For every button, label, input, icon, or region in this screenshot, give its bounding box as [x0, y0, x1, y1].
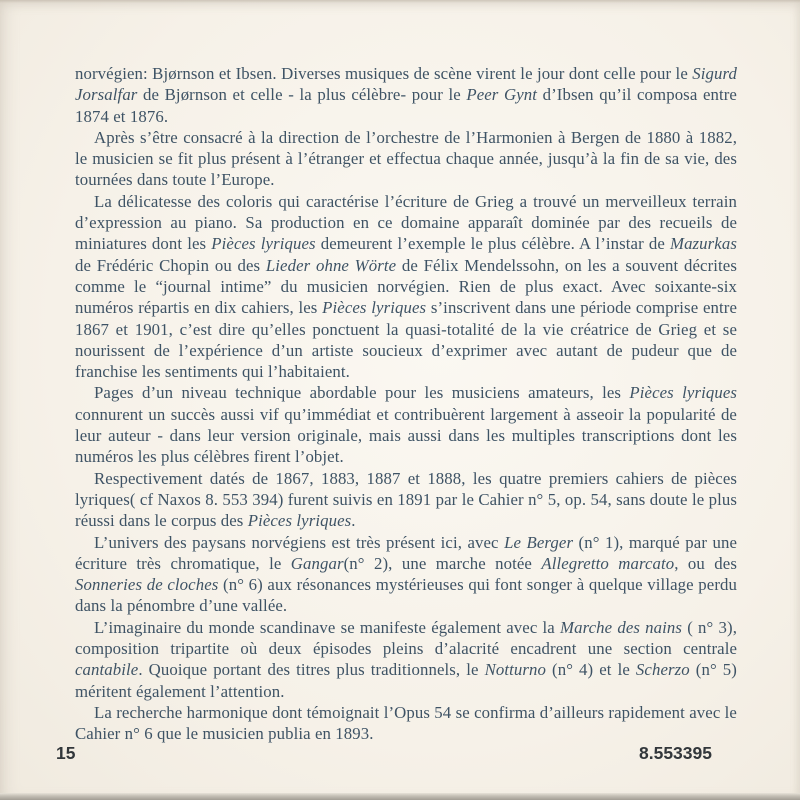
scan-edge-bottom [0, 793, 800, 800]
paragraph: L’univers des paysans norvégiens est très présent ici, avec Le Berger (n° 1), marqué par une écriture très chromatique, le Gangar(n° 2), une marche notée Allegretto marcato, ou des Sonneries de cloches (n° 6) aux résonances mystérieuses qui font songer à quelque village perdu dans la pénombre d’une vallée. [75, 532, 737, 616]
paragraph: Pages d’un niveau technique abordable pour les musiciens amateurs, les Pièces lyriques connurent un succès aussi vif qu’immédiat et contribuèrent largement à asseoir la popularité de leur auteur - dans leur version originale, mais aussi dans les multiples transcriptions dont les numéros les plus célèbres firent l’objet. [75, 383, 737, 467]
paragraph: norvégien: Bjørnson et Ibsen. Diverses musiques de scène virent le jour dont celle pour le Sigurd Jorsalfar de Bjørnson et celle - la plus célèbre- pour le Peer Gynt d’Ibsen qu’il composa entre 1874 et 1876. [75, 64, 737, 126]
scan-edge-top [0, 0, 800, 3]
paragraph: L’imaginaire du monde scandinave se manifeste également avec la Marche des nains ( n° 3), composition tripartite où deux épisodes pleins d’alacrité encadrent une section centrale cantabile. Quoique portant des titres plus traditionnels, le Notturno (n° 4) et le Scherzo (n° 5) méritent également l’attention. [75, 617, 737, 701]
paragraph: La délicatesse des coloris qui caractérise l’écriture de Grieg a trouvé un merveilleux terrain d’expression au piano. Sa production en ce domaine apparaît dominée par des recueils de miniatures dont les Pièces lyriques demeurent l’exemple le plus célèbre. A l’instar de Mazurkas de Frédéric Chopin ou des Lieder ohne Wörte de Félix Mendelssohn, on les a souvent décrites comme le “journal intime” du musicien norvégien. Rien de plus exact. Avec soixante-six numéros répartis en dix cahiers, les Pièces lyriques s’inscrivent dans une période comprise entre 1867 et 1901, c’est dire qu’elles ponctuent la quasi-totalité de la vie créatrice de Grieg et se nourissent de l’expérience d’un artiste soucieux d’exprimer avec autant de pudeur que de franchise les sentiments qui l’habitaient. [75, 191, 737, 382]
page-number: 15 [56, 743, 76, 763]
body-text [75, 63, 737, 745]
catalog-number: 8.553395 [639, 743, 712, 763]
footer [56, 743, 712, 764]
paragraph: Après s’être consacré à la direction de l’orchestre de l’Harmonien à Bergen de 1880 à 1882, le musicien se fit plus présent à l’étranger et effectua chaque année, jusqu’à la fin de sa vie, des tournées dans toute l’Europe. [75, 127, 737, 190]
paragraph: Respectivement datés de 1867, 1883, 1887 et 1888, les quatre premiers cahiers de pièces lyriques( cf Naxos 8. 553 394) furent suivis en 1891 par le Cahier n° 5, op. 54, sans doute le plus réussi dans le corpus des Pièces lyriques. [75, 468, 737, 531]
paragraph: La recherche harmonique dont témoignait l’Opus 54 se confirma d’ailleurs rapidement avec le Cahier n° 6 que le musicien publia en 1893. [75, 702, 737, 744]
